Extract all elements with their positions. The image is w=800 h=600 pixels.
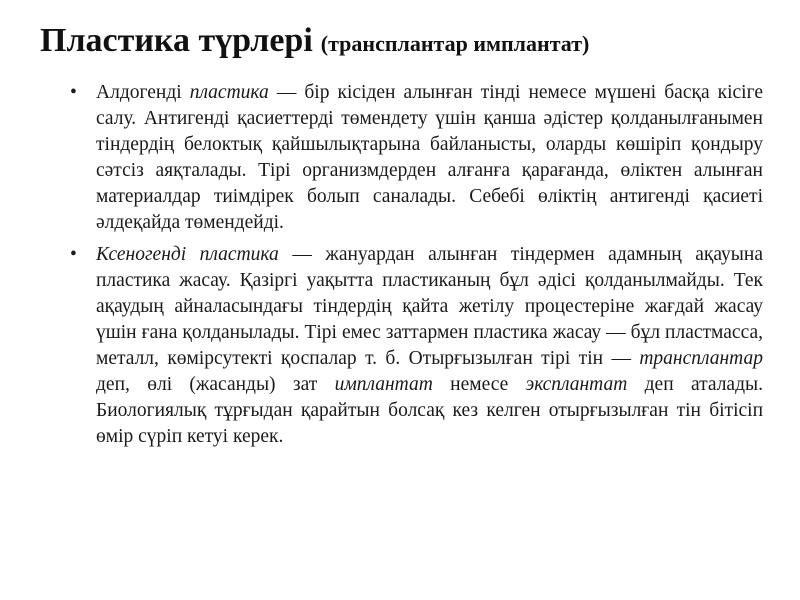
bullet-text: деп аталады. Биологиялық тұрғыдан қарайтын болсақ кез келген отырғызылған тін бітісіп өмір сүріп кетуі керек. — [96, 374, 763, 447]
bullet-italic-term: имплантат — [334, 374, 433, 395]
bullet-text: — жануардан алынған тіндермен адамның ақауына пластика жасау. Қазіргі уақытта пластиканың бұл әдісі қолданылмайды. Тек ақаудың айналасындағы тіндердің қайта жетілу процестеріне жағдай жасау үшін ғана қолданылады. Тірі емес заттармен пластика жасау — бұл пластмасса, металл, көмірсутекті қоспалар т. б. Отырғызылған тірі тін — — [96, 244, 763, 369]
bullet-xenogeneic — [70, 242, 763, 450]
title-subtitle: (трансплантар имплантат) — [320, 31, 590, 56]
bullet-marker: • — [70, 244, 77, 265]
bullet-italic-term: трансплантар — [639, 348, 763, 369]
bullet-text: немесе — [432, 374, 526, 395]
bullet-text: деп, өлі (жасанды) зат — [96, 374, 335, 395]
bullet-italic-term: пластика — [189, 82, 269, 103]
title-main: Пластика түрлері — [40, 22, 313, 59]
bullet-italic-term: Ксеногенді пластика — [96, 244, 279, 265]
bullet-text: Алдогенді — [96, 82, 190, 103]
bullet-list — [70, 80, 763, 456]
bullet-marker: • — [70, 82, 77, 103]
bullet-text: — бір кісіден алынған тінді немесе мүшені басқа кісіге салу. Антигенді қасиеттерді төмендету үшін қанша әдістер қолданылғанымен тіндердің белоктық қайшылықтарына байланысты, оларды көшіріп қондыру сәтсіз аяқталады. Тірі организмдерден алғанға қарағанда, өліктен алынған материалдар тиімдірек болып саналады. Себебі өліктің антигенді қасиеті әлдеқайда төмендейді. — [96, 82, 763, 233]
slide-title — [40, 22, 780, 60]
bullet-allogeneic — [70, 80, 763, 236]
bullet-italic-term: эксплантат — [525, 374, 628, 395]
